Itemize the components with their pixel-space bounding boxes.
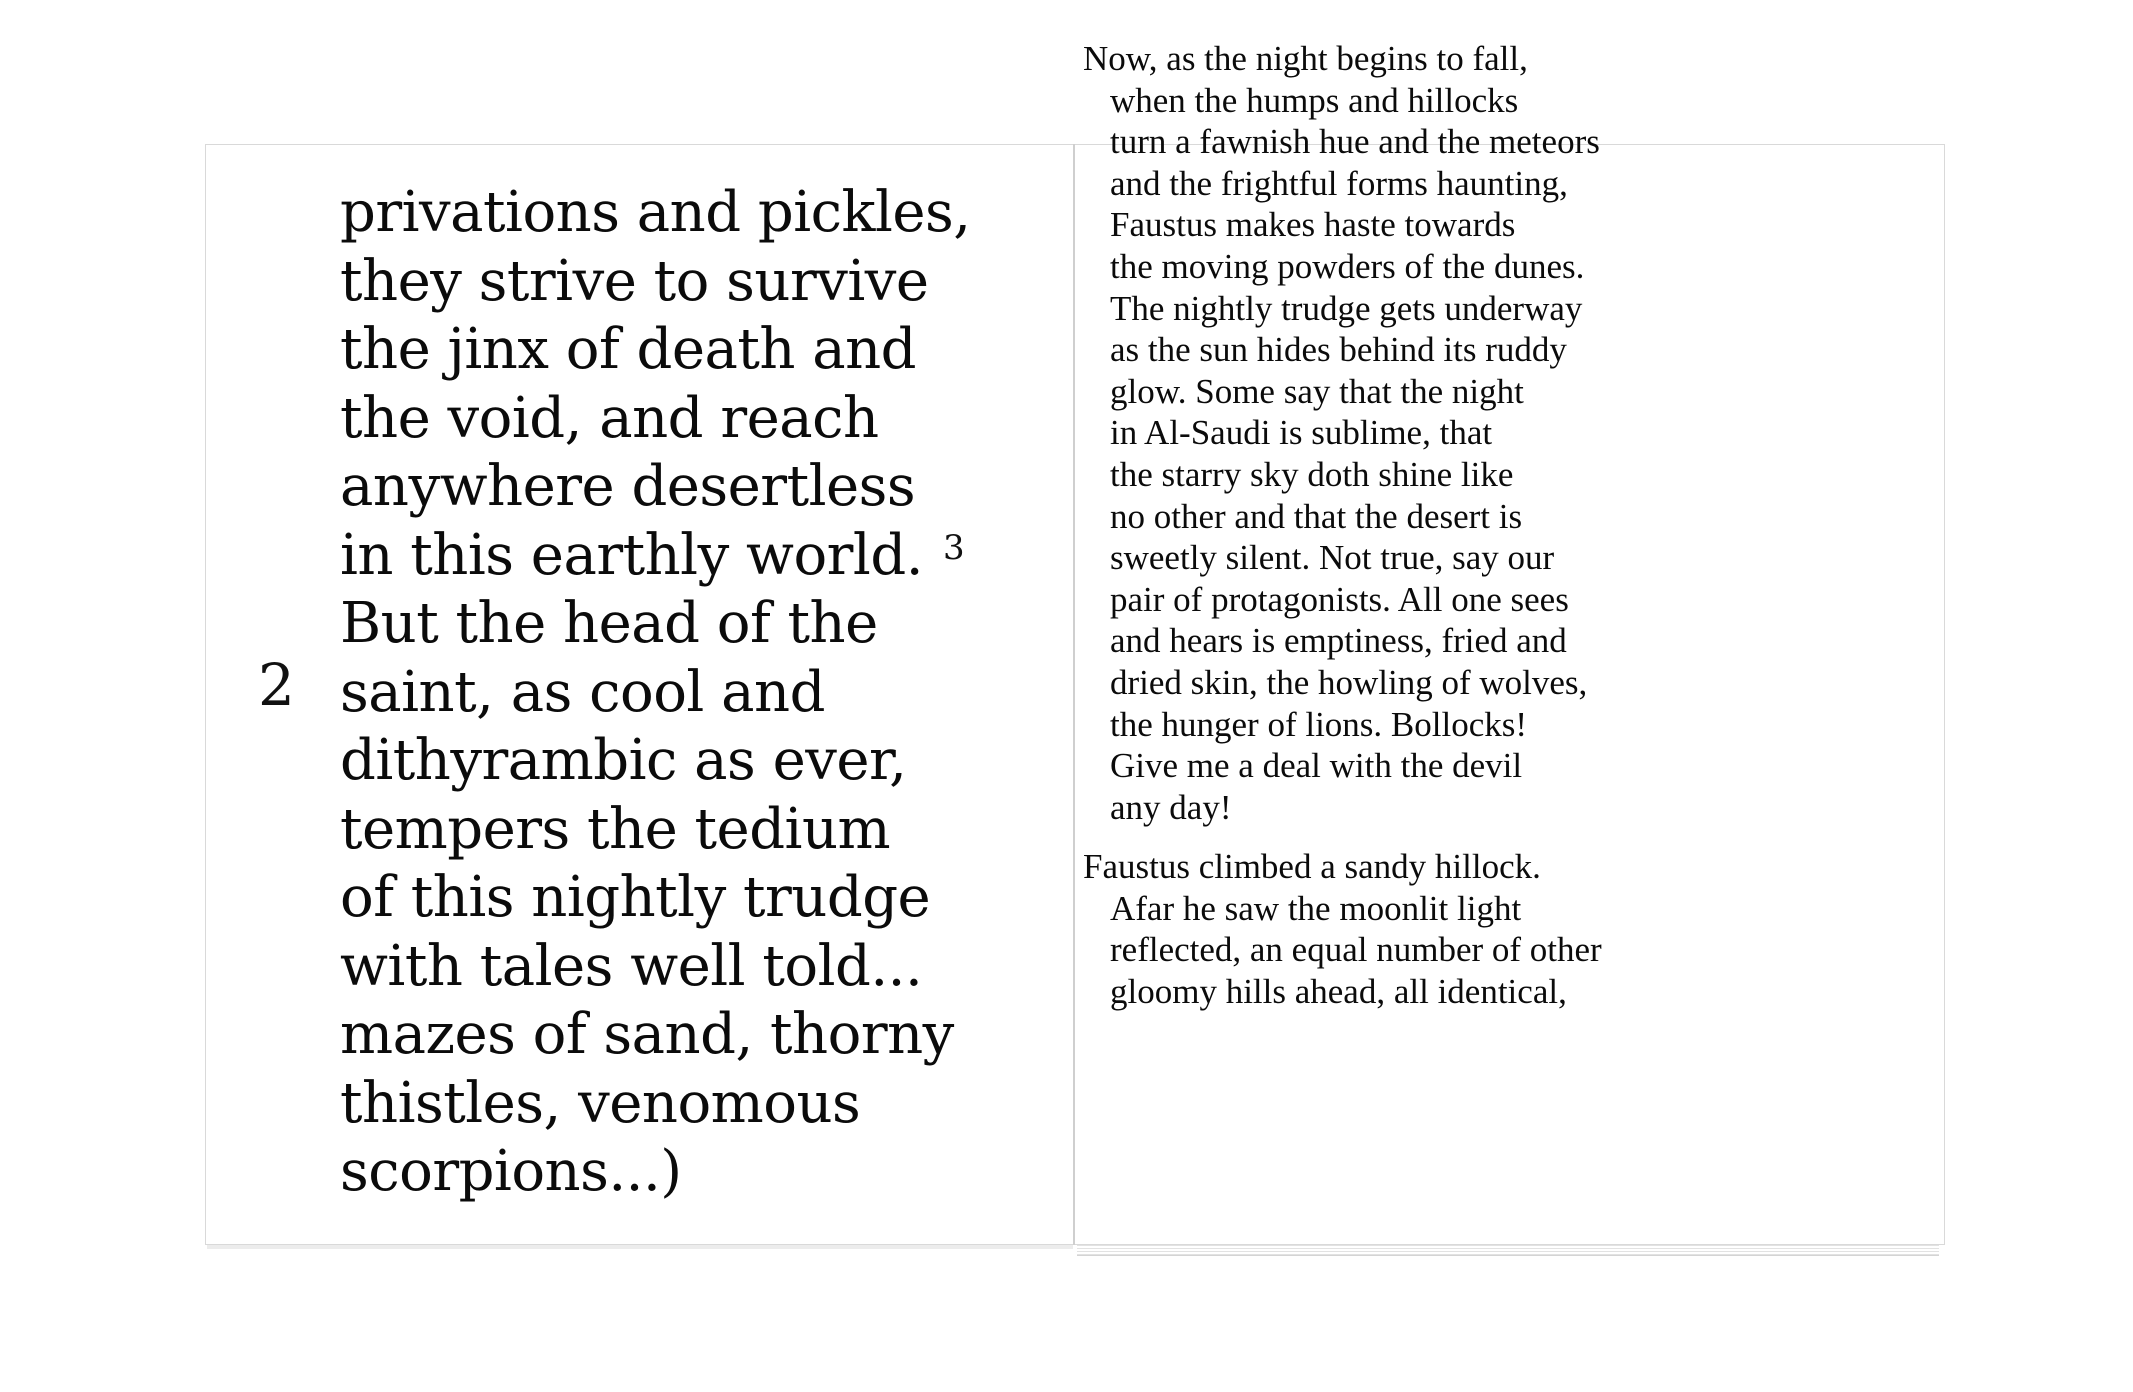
- text-line: turn a fawnish hue and the meteors: [1110, 122, 1600, 162]
- paragraph: [1083, 846, 1683, 1012]
- text-line: dithyrambic as ever,: [340, 728, 907, 793]
- paragraph: [1083, 38, 1683, 828]
- book-gutter: [1073, 144, 1075, 1245]
- page-number-right: 3: [943, 528, 965, 568]
- text-line: mazes of sand, thorny: [340, 1002, 954, 1067]
- text-line: The nightly trudge gets underway: [1110, 288, 1583, 328]
- text-line: when the humps and hillocks: [1110, 80, 1519, 120]
- page-number-left: 2: [258, 651, 295, 719]
- text-line: tempers the tedium: [340, 796, 891, 862]
- text-line: glow. Some say that the night: [1110, 371, 1524, 411]
- text-line: Now, as the night begins to fall,: [1083, 39, 1528, 78]
- text-line: in this earthly world.: [340, 522, 923, 588]
- text-line: no other and that the desert is: [1110, 496, 1523, 536]
- text-line: But the head of the: [340, 591, 878, 656]
- text-line: reflected, an equal number of other: [1110, 930, 1602, 970]
- text-line: scorpions...): [340, 1139, 682, 1204]
- text-line: saint, as cool and: [340, 659, 825, 725]
- text-line: Faustus climbed a sandy hillock.: [1083, 847, 1541, 887]
- text-line: any day!: [1110, 787, 1232, 827]
- book-spread: [205, 144, 1945, 1245]
- text-line: sweetly silent. Not true, say our: [1110, 538, 1555, 578]
- text-line: anywhere desertless: [340, 454, 916, 519]
- right-page-text: [1083, 38, 1683, 1013]
- text-line: the jinx of death and: [340, 317, 917, 382]
- text-line: gloomy hills ahead, all identical,: [1110, 972, 1567, 1012]
- text-line: with tales well told...: [340, 933, 923, 999]
- left-page-text: [340, 179, 971, 1207]
- text-line: the moving powders of the dunes.: [1110, 246, 1585, 286]
- text-line: and the frightful forms haunting,: [1110, 163, 1568, 203]
- text-line: Afar he saw the moonlit light: [1110, 888, 1522, 928]
- text-line: of this nightly trudge: [340, 865, 931, 930]
- text-line: pair of protagonists. All one sees: [1110, 579, 1569, 619]
- text-line: Give me a deal with the devil: [1110, 746, 1523, 786]
- left-page-edge: [207, 1245, 1073, 1249]
- text-line: in Al-Saudi is sublime, that: [1110, 413, 1493, 453]
- text-line: and hears is emptiness, fried and: [1110, 621, 1567, 661]
- text-line: dried skin, the howling of wolves,: [1110, 662, 1588, 702]
- text-line: thistles, venomous: [340, 1070, 861, 1136]
- left-page: [205, 144, 1075, 1245]
- text-line: the void, and reach: [340, 385, 879, 451]
- text-line: the starry sky doth shine like: [1110, 454, 1514, 494]
- text-line: the hunger of lions. Bollocks!: [1110, 704, 1528, 744]
- text-line: privations and pickles,: [340, 180, 971, 245]
- text-line: as the sun hides behind its ruddy: [1110, 330, 1567, 370]
- right-page-edge: [1077, 1245, 1939, 1256]
- text-line: they strive to survive: [340, 248, 929, 314]
- text-line: Faustus makes haste towards: [1110, 205, 1516, 245]
